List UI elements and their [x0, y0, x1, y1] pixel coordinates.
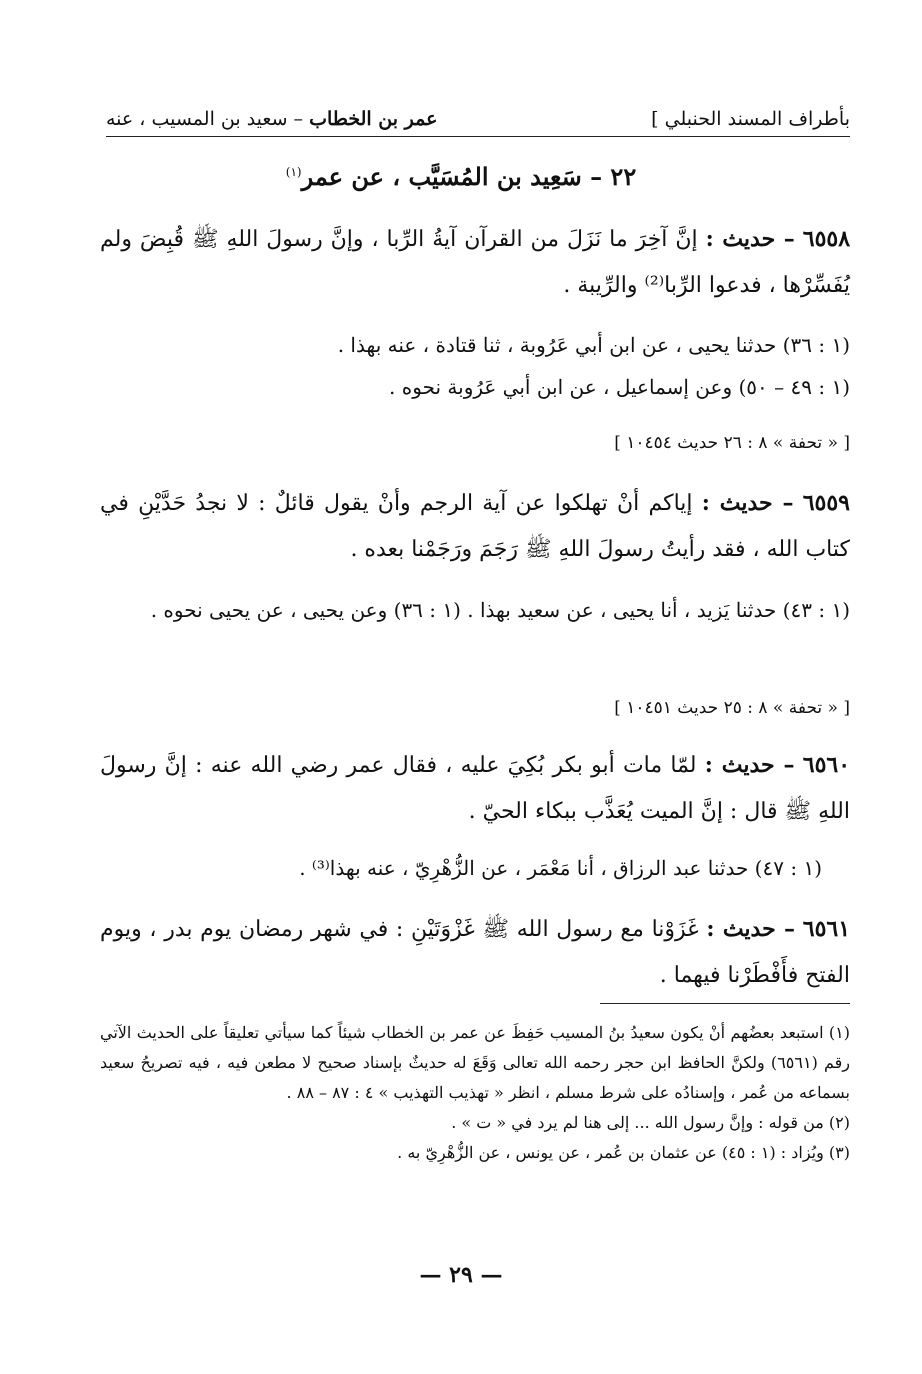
hadith-6560: [100, 742, 850, 835]
header-musnad-name: عمر بن الخطاب: [309, 108, 438, 130]
hadith-text: إنَّ آخِرَ ما نَزَلَ من القرآن آيةُ الرِّبا ، وإنَّ رسولَ اللهِ ﷺ قُبِضَ ولم يُفَسِّرْها ، فدعوا الرِّبا⁽²⁾ والرِّيبة .: [100, 227, 850, 298]
tuhfa-reference: [ « تحفة » ٨ : ٢٦ حديث ١٠٤٥٤ ]: [614, 433, 850, 453]
hadith-chain: (١ : ٣٦) حدثنا يحيى ، عن ابن أبي عَرُوبة ، ثنا قتادة ، عنه بهذا .: [337, 333, 850, 357]
hadith-number: ٦٥٥٩: [802, 490, 850, 516]
tuhfa-reference: [ « تحفة » ٨ : ٢٥ حديث ١٠٤٥١ ]: [614, 698, 850, 718]
running-header: [106, 100, 850, 137]
hadith-chain: (١ : ٤٩ – ٥٠) وعن إسماعيل ، عن ابن أبي عَرُوبة نحوه .: [389, 375, 850, 399]
hadith-label: – حديث :: [705, 226, 795, 252]
footnotes: [100, 1018, 850, 1168]
hadith-6561: [100, 906, 850, 999]
header-musnad: [106, 108, 437, 136]
chapter-title: [0, 162, 922, 191]
footnote-2: (٢) من قوله : وإنَّ رسول الله ... إلى هنا لم يرد في « ت » .: [451, 1113, 850, 1132]
hadith-chain: (١ : ٤٣) حدثنا يَزيد ، أنا يحيى ، عن سعيد بهذا . (١ : ٣٦) وعن يحيى ، عن يحيى نحوه .: [150, 598, 850, 622]
header-book-title: بأطراف المسند الحنبلي ]: [651, 108, 850, 130]
hadith-label: – حديث :: [706, 916, 796, 942]
footnote-divider: [600, 1003, 850, 1004]
header-musnad-rest: – سعيد بن المسيب ، عنه: [106, 108, 304, 130]
hadith-number: ٦٥٦٠: [802, 752, 851, 778]
hadith-number: ٦٥٦١: [802, 916, 851, 942]
hadith-chain: (١ : ٤٧) حدثنا عبد الرزاق ، أنا مَعْمَر ، عن الزُّهْرِيّ ، عنه بهذا⁽³⁾ .: [299, 856, 822, 880]
page-number: — ٢٩ —: [419, 1262, 503, 1288]
hadith-6559: [100, 480, 850, 573]
hadith-6558: [100, 216, 850, 309]
footnote-1: (١) استبعد بعضُهم أنْ يكون سعيدُ بنُ المسيب حَفِظَ عن عمر بن الخطاب شيئاً كما سيأتي تعليقاً على الحديث الآتي رقم (٦٥٦١) ولكنَّ الحافظ ابن حجر رحمه الله تعالى وَقَعَ له حديثٌ بإسناد صحيح لا مطعن فيه ، فيه تصريحُ سعيد بسماعه من عُمر ، وإسنادُه على شرط مسلم ، انظر « تهذيب التهذيب » ٤ : ٨٧ – ٨٨ .: [100, 1023, 850, 1102]
chapter-title-text: ٢٢ – سَعِيد بن المُسَيَّب ، عن عمر: [301, 162, 637, 191]
chapter-note-mark: (١): [285, 165, 302, 179]
footnote-3: (٣) ويُزاد : (١ : ٤٥) عن عثمان بن عُمر ، عن يونس ، عن الزُّهْرِيّ به .: [397, 1143, 850, 1162]
hadith-label: – حديث :: [701, 490, 794, 516]
hadith-text: لمّا مات أبو بكر بُكِيَ عليه ، فقال عمر رضي الله عنه : إنَّ رسولَ اللهِ ﷺ قال : إنَّ الميت يُعَذَّب ببكاء الحيّ .: [100, 753, 850, 824]
hadith-text: إياكم أنْ تهلكوا عن آية الرجم وأنْ يقول قائلٌ : لا نجدُ حَدَّيْنِ في كتاب الله ، فقد رأيتُ رسولَ اللهِ ﷺ رَجَمَ ورَجَمْنا بعده .: [100, 491, 850, 562]
hadith-number: ٦٥٥٨: [802, 226, 851, 252]
hadith-text: غَزَوْنا مع رسول الله ﷺ غَزْوَتَيْنِ : في شهر رمضان يوم بدر ، ويوم الفتح فأَفْطَرْنا فيهما .: [100, 917, 850, 988]
hadith-label: – حديث :: [704, 752, 795, 778]
